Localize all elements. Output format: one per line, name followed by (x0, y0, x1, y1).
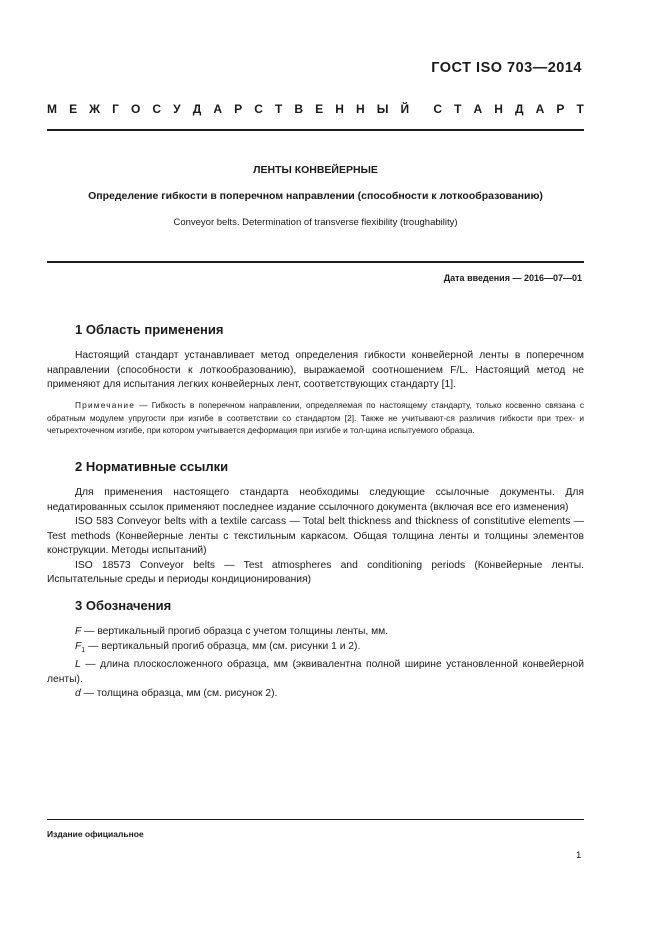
banner-letter: Й (400, 102, 410, 116)
footer-rule (47, 819, 584, 820)
banner-letter: Е (69, 102, 78, 116)
introduction-date: Дата введения — 2016—07—01 (443, 273, 582, 283)
symbol-description: — толщина образца, мм (см. рисунок 2). (80, 688, 278, 700)
banner-letter: В (294, 102, 304, 116)
references-intro: Для применения настоящего стандарта необходимы следующие ссылочные документы. Для недатированных ссылок применяют последнее издание ссылочного документа (включая все его изменения) (47, 487, 584, 513)
banner-letter: А (213, 102, 223, 116)
symbol-definition (47, 658, 584, 687)
banner-letter: Р (556, 102, 565, 116)
banner-letter: Н (355, 102, 365, 116)
scope-text: Настоящий стандарт устанавливает метод определения гибкости конвейерной ленты в поперечном направлении (способности к лоткообразованию), выражаемой соотношением F/L. Настоящий метод не применяют для испытания легких конвейерных лент, соответствующих стандарту [1]. (47, 350, 584, 390)
symbol-description: — длина плоскосложенного образца, мм (эквивалентна полной ширине установленной конвейерной ленты). (47, 659, 584, 685)
symbol: F (75, 640, 82, 652)
banner-letter: О (131, 102, 141, 116)
banner-letter: Е (315, 102, 324, 116)
banner-letter: А (535, 102, 545, 116)
symbol-definition (47, 625, 584, 640)
section-1-paragraph (47, 349, 584, 393)
section-2-body (47, 486, 584, 588)
banner-letter: Д (192, 102, 202, 116)
banner-letter: А (473, 102, 483, 116)
banner-letter: Ы (376, 102, 389, 116)
banner-letter: Н (335, 102, 344, 116)
reference-iso-583: ISO 583 Conveyor belts with a textile carcass — Total belt thickness and thickness of constitutive elements — Test methods (Конвейерные ленты с текстильным каркасом. Общая толщина ленты и толщины элементов конструкции. Методы испытаний) (47, 516, 584, 556)
note-label: Примечание (75, 400, 136, 410)
symbol: F (75, 626, 82, 637)
banner-letter: Г (112, 102, 119, 116)
section-1-heading: 1 Область применения (75, 322, 224, 337)
banner-letter: Т (274, 102, 283, 116)
banner-letter: С (433, 102, 442, 116)
header-rule (47, 129, 584, 131)
banner-letter: Д (515, 102, 524, 116)
symbol-definition (47, 640, 584, 659)
interstate-standard-banner (47, 102, 584, 116)
banner-letter: С (254, 102, 263, 116)
section-3-heading: 3 Обозначения (75, 598, 172, 613)
document-title: ЛЕНТЫ КОНВЕЙЕРНЫЕ (253, 164, 378, 176)
scope-note (47, 399, 584, 437)
banner-letter: У (173, 102, 181, 116)
standard-code: ГОСТ ISO 703—2014 (431, 60, 582, 76)
banner-letter: Н (494, 102, 503, 116)
banner-letter: Ж (89, 102, 101, 116)
section-2-heading: 2 Нормативные ссылки (75, 459, 229, 474)
english-title: Conveyor belts. Determination of transverse flexibility (troughability) (173, 217, 458, 228)
note-text: — Гибкость в поперечном направлении, определяемая по настоящему стандарту, только косвенно связана с обратным модулем упругости при изгибе в соответствии со стандартом [2]. Также не учитывают-ся различия гибкости при трех- и четырехточечном изгибе, при котором учитывается деформация при изгибе и тол-щина испытуемого образца. (47, 400, 584, 436)
title-rule (47, 261, 584, 263)
banner-letter: Т (454, 102, 462, 116)
symbol-description: — вертикальный прогиб образца, мм (см. рисунки 1 и 2). (85, 640, 361, 652)
banner-letter: М (47, 102, 57, 116)
symbol-description: — вертикальный прогиб образца с учетом толщины ленты, мм. (81, 626, 389, 637)
symbol-definition (47, 687, 584, 702)
document-subtitle: Определение гибкости в поперечном направлении (способности к лоткообразованию) (88, 190, 543, 202)
reference-iso-18573: ISO 18573 Conveyor belts — Test atmospheres and conditioning periods (Конвейерные ленты. Испытательные среды и периоды кондиционирования) (47, 559, 584, 585)
symbol: d (75, 688, 81, 700)
banner-letter: Т (576, 102, 584, 116)
symbol: L (75, 659, 81, 671)
banner-letter: С (152, 102, 162, 116)
page-number: 1 (576, 850, 582, 861)
symbols-list (47, 625, 584, 702)
banner-letter: Р (234, 102, 243, 116)
symbol-subscript: 1 (81, 646, 86, 654)
official-edition-label: Издание официальное (47, 829, 144, 839)
